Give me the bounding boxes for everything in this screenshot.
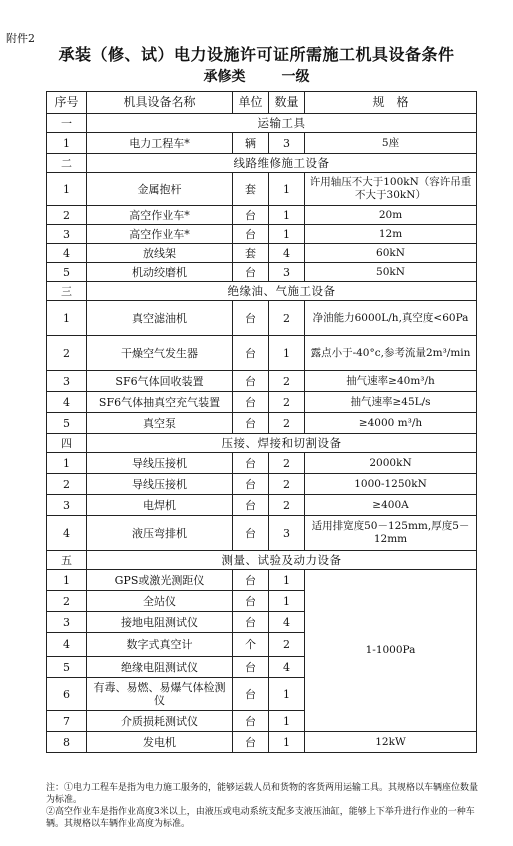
row-unit: 台 [233,206,269,225]
row-no: 1 [47,133,87,154]
row-no: 3 [47,225,87,244]
table-row [47,301,477,336]
row-spec: 20m [305,206,477,225]
row-qty: 1 [269,225,305,244]
section-no: 二 [47,154,87,173]
row-unit: 台 [233,570,269,591]
row-spec: 适用排宽度50－125mm,厚度5－12mm [305,516,477,551]
row-no: 6 [47,678,87,711]
row-spec: 2000kN [305,453,477,474]
section-name: 线路维修施工设备 [87,154,477,173]
row-name: 导线压接机 [87,474,233,495]
row-name: 金属抱杆 [87,173,233,206]
row-qty: 1 [269,206,305,225]
page-title: 承装（修、试）电力设施许可证所需施工机具设备条件 [58,45,455,64]
row-name: 放线架 [87,244,233,263]
row-no: 5 [47,657,87,678]
row-unit: 台 [233,336,269,371]
section-name: 压接、焊接和切割设备 [87,434,477,453]
row-name: 绝缘电阻测试仪 [87,657,233,678]
table-row [47,336,477,371]
row-qty: 4 [269,657,305,678]
section-row [47,154,477,173]
row-unit: 套 [233,244,269,263]
header-no: 序号 [47,92,87,114]
table-row [47,516,477,551]
row-unit: 台 [233,225,269,244]
row-qty: 3 [269,516,305,551]
row-unit: 台 [233,371,269,392]
row-no: 1 [47,301,87,336]
table-row [47,206,477,225]
row-name: 电力工程车* [87,133,233,154]
row-spec: 5座 [305,133,477,154]
table-row [47,474,477,495]
level-label: 一级 [281,69,310,85]
row-qty: 1 [269,711,305,732]
table-row [47,225,477,244]
row-no: 1 [47,570,87,591]
row-qty: 1 [269,732,305,753]
table-row [47,133,477,154]
row-no: 1 [47,453,87,474]
header-spec: 规 格 [305,92,477,114]
category-label: 承修类 [203,69,246,85]
row-unit: 台 [233,657,269,678]
table-row [47,263,477,282]
footnote: 注：①电力工程车是指为电力施工服务的，能够运载人员和货物的客货两用运输工具。其规格以车辆座位数量为标准。 [46,783,479,805]
row-qty: 2 [269,495,305,516]
row-qty: 2 [269,474,305,495]
row-no: 5 [47,263,87,282]
row-unit: 台 [233,453,269,474]
row-no: 5 [47,413,87,434]
row-name: 有毒、易燃、易爆气体检测仪 [87,678,233,711]
row-no: 4 [47,516,87,551]
row-name: 液压弯排机 [87,516,233,551]
row-unit: 台 [233,612,269,633]
footnote: ②高空作业车是指作业高度3米以上，由液压或电动系统支配多支液压油缸，能够上下举升进行作业的一种车辆。其规格以车辆作业高度为标准。 [46,807,475,829]
row-name: 数字式真空计 [87,633,233,657]
table-row [47,495,477,516]
row-unit: 台 [233,301,269,336]
row-unit: 台 [233,732,269,753]
row-name: 高空作业车* [87,225,233,244]
row-name: 电焊机 [87,495,233,516]
row-unit: 台 [233,711,269,732]
row-no: 3 [47,612,87,633]
section-row [47,114,477,133]
table-row [47,371,477,392]
row-qty: 3 [269,263,305,282]
row-no: 2 [47,591,87,612]
row-unit: 台 [233,678,269,711]
row-qty: 2 [269,413,305,434]
row-name: 全站仪 [87,591,233,612]
header-row [47,92,477,114]
row-spec: 净油能力6000L/h,真空度<60Pa [305,301,477,336]
row-name: SF6气体回收装置 [87,371,233,392]
row-qty: 4 [269,244,305,263]
row-unit: 台 [233,591,269,612]
header-name: 机具设备名称 [87,92,233,114]
table-row [47,732,477,753]
row-qty: 1 [269,591,305,612]
row-no: 4 [47,244,87,263]
row-no: 2 [47,336,87,371]
attachment-label: 附件2 [6,32,35,45]
row-unit: 个 [233,633,269,657]
row-spec: 60kN [305,244,477,263]
table-row [47,453,477,474]
row-name: 介质损耗测试仪 [87,711,233,732]
row-qty: 2 [269,371,305,392]
row-name: GPS或激光测距仪 [87,570,233,591]
row-unit: 辆 [233,133,269,154]
row-name: 导线压接机 [87,453,233,474]
row-qty: 1 [269,336,305,371]
row-qty: 2 [269,633,305,657]
row-qty: 4 [269,612,305,633]
table-row [47,570,477,591]
row-spec: 12kW [305,732,477,753]
section-name: 测量、试验及动力设备 [87,551,477,570]
section-no: 五 [47,551,87,570]
row-name: 真空滤油机 [87,301,233,336]
row-name: SF6气体抽真空充气装置 [87,392,233,413]
row-no: 2 [47,206,87,225]
section-no: 四 [47,434,87,453]
row-qty: 1 [269,570,305,591]
row-spec: 12m [305,225,477,244]
row-spec: 1000-1250kN [305,474,477,495]
row-unit: 台 [233,392,269,413]
row-qty: 1 [269,678,305,711]
row-name: 发电机 [87,732,233,753]
table-row [47,413,477,434]
row-no: 1 [47,173,87,206]
section-row [47,434,477,453]
row-spec: 抽气速率≥40m³/h [305,371,477,392]
row-spec: ≥400A [305,495,477,516]
row-spec: 50kN [305,263,477,282]
row-spec: 露点小于-40°c,参考流量2m³/min [305,336,477,371]
row-unit: 台 [233,263,269,282]
row-spec: 抽气速率≥45L/s [305,392,477,413]
section-no: 三 [47,282,87,301]
row-qty: 2 [269,453,305,474]
table-row [47,244,477,263]
table-row [47,392,477,413]
row-qty: 2 [269,301,305,336]
row-name: 高空作业车* [87,206,233,225]
section-row [47,551,477,570]
section-no: 一 [47,114,87,133]
row-no: 7 [47,711,87,732]
row-no: 3 [47,495,87,516]
footnotes [46,782,486,830]
row-no: 4 [47,392,87,413]
row-no: 8 [47,732,87,753]
row-qty: 3 [269,133,305,154]
row-unit: 台 [233,516,269,551]
section-row [47,282,477,301]
row-no: 2 [47,474,87,495]
row-unit: 台 [233,413,269,434]
row-qty: 1 [269,173,305,206]
row-spec: ≥4000 m³/h [305,413,477,434]
header-qty: 数量 [269,92,305,114]
page-subtitle [0,66,513,86]
row-name: 接地电阻测试仪 [87,612,233,633]
row-spec: 1-1000Pa [305,570,477,732]
table-row [47,173,477,206]
row-qty: 2 [269,392,305,413]
row-no: 4 [47,633,87,657]
row-spec: 许用轴压不大于100kN（容许吊重不大于30kN） [305,173,477,206]
header-unit: 单位 [233,92,269,114]
row-name: 真空泵 [87,413,233,434]
row-unit: 套 [233,173,269,206]
row-unit: 台 [233,495,269,516]
row-name: 干燥空气发生器 [87,336,233,371]
row-no: 3 [47,371,87,392]
row-unit: 台 [233,474,269,495]
row-name: 机动绞磨机 [87,263,233,282]
equipment-table [46,91,477,753]
section-name: 绝缘油、气施工设备 [87,282,477,301]
section-name: 运输工具 [87,114,477,133]
